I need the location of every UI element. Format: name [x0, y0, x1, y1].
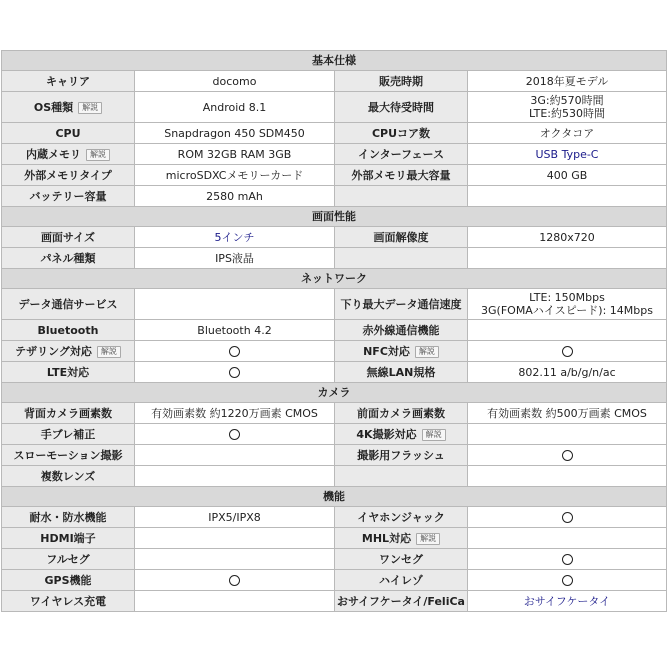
- carrier-label: キャリア: [2, 71, 135, 92]
- os-label-cell: [2, 92, 135, 123]
- nfc-explain-link[interactable]: 解説: [415, 346, 439, 358]
- spec-row: [2, 71, 667, 92]
- flash-label: 撮影用フラッシュ: [335, 445, 468, 466]
- section-title-features: 機能: [2, 487, 667, 507]
- standby-lte: LTE:約530時間: [529, 107, 605, 120]
- mhl-label-cell: [335, 528, 468, 549]
- front-camera-value: 有効画素数 約500万画素 CMOS: [468, 403, 667, 424]
- section-title-camera: カメラ: [2, 383, 667, 403]
- mhl-explain-link[interactable]: 解説: [416, 533, 440, 545]
- cores-value: オクタコア: [468, 123, 667, 144]
- spec-row: [2, 466, 667, 487]
- bluetooth-value: Bluetooth 4.2: [135, 320, 335, 341]
- cpu-value: Snapdragon 450 SDM450: [135, 123, 335, 144]
- spec-row: [2, 403, 667, 424]
- section-header-features: [2, 487, 667, 507]
- spec-row: [2, 445, 667, 466]
- tethering-explain-link[interactable]: 解説: [97, 346, 121, 358]
- spec-row: [2, 165, 667, 186]
- spec-row: [2, 570, 667, 591]
- wireless-label: ワイヤレス充電: [2, 591, 135, 612]
- lte-value: [135, 362, 335, 383]
- stabilization-label: 手ブレ補正: [2, 424, 135, 445]
- hires-label: ハイレゾ: [335, 570, 468, 591]
- k4-label-cell: [335, 424, 468, 445]
- cores-label: CPUコア数: [335, 123, 468, 144]
- waterproof-value: IPX5/IPX8: [135, 507, 335, 528]
- resolution-label: 画面解像度: [335, 227, 468, 248]
- ir-value: [468, 320, 667, 341]
- empty-value: [468, 248, 667, 269]
- mhl-label: MHL対応: [361, 531, 412, 545]
- data-service-value: [135, 289, 335, 320]
- memory-label-cell: [2, 144, 135, 165]
- supported-mark-icon: [229, 367, 240, 378]
- battery-label: バッテリー容量: [2, 186, 135, 207]
- empty-label: [335, 186, 468, 207]
- hires-value: [468, 570, 667, 591]
- spec-row: [2, 227, 667, 248]
- ext-max-value: 400 GB: [468, 165, 667, 186]
- release-value: 2018年夏モデル: [468, 71, 667, 92]
- spec-row: [2, 92, 667, 123]
- tethering-label: テザリング対応: [15, 344, 92, 358]
- max-down-label: 下り最大データ通信速度: [335, 289, 468, 320]
- empty-value: [468, 186, 667, 207]
- spec-row: [2, 362, 667, 383]
- screen-size-label: 画面サイズ: [2, 227, 135, 248]
- nfc-label-cell: [335, 341, 468, 362]
- k4-value: [468, 424, 667, 445]
- lte-label: LTE対応: [2, 362, 135, 383]
- flash-value: [468, 445, 667, 466]
- section-title-network: ネットワーク: [2, 269, 667, 289]
- section-header-camera: [2, 383, 667, 403]
- max-down-lte: LTE: 150Mbps: [529, 291, 605, 304]
- section-title-basic: 基本仕様: [2, 51, 667, 71]
- spec-row: [2, 320, 667, 341]
- wlan-label: 無線LAN規格: [335, 362, 468, 383]
- oneseg-value: [468, 549, 667, 570]
- section-header-basic: [2, 51, 667, 71]
- ext-max-label: 外部メモリ最大容量: [335, 165, 468, 186]
- standby-label: 最大待受時間: [335, 92, 468, 123]
- supported-mark-icon: [229, 346, 240, 357]
- mhl-value: [468, 528, 667, 549]
- wireless-value: [135, 591, 335, 612]
- rear-camera-value: 有効画素数 約1220万画素 CMOS: [135, 403, 335, 424]
- waterproof-label: 耐水・防水機能: [2, 507, 135, 528]
- supported-mark-icon: [562, 554, 573, 565]
- os-label: OS種類: [33, 100, 74, 114]
- spec-row: [2, 424, 667, 445]
- standby-value: [468, 92, 667, 123]
- bluetooth-label: Bluetooth: [2, 320, 135, 341]
- felica-label: おサイフケータイ/FeliCa: [335, 591, 468, 612]
- tethering-label-cell: [2, 341, 135, 362]
- spec-table: [1, 50, 667, 612]
- ext-type-value: microSDXCメモリーカード: [135, 165, 335, 186]
- spec-row: [2, 507, 667, 528]
- cpu-label: CPU: [2, 123, 135, 144]
- spec-row: [2, 528, 667, 549]
- os-explain-link[interactable]: 解説: [78, 102, 102, 114]
- release-label: 販売時期: [335, 71, 468, 92]
- memory-label: 内蔵メモリ: [26, 147, 81, 161]
- interface-label: インターフェース: [335, 144, 468, 165]
- k4-label: 4K撮影対応: [356, 427, 417, 441]
- supported-mark-icon: [562, 450, 573, 461]
- supported-mark-icon: [562, 512, 573, 523]
- memory-value: ROM 32GB RAM 3GB: [135, 144, 335, 165]
- interface-value: USB Type-C: [468, 144, 667, 165]
- spec-row: [2, 186, 667, 207]
- battery-value: 2580 mAh: [135, 186, 335, 207]
- gps-label: GPS機能: [2, 570, 135, 591]
- empty-label: [335, 466, 468, 487]
- empty-value: [468, 466, 667, 487]
- spec-row: [2, 591, 667, 612]
- oneseg-label: ワンセグ: [335, 549, 468, 570]
- spec-row: [2, 549, 667, 570]
- section-header-display: [2, 207, 667, 227]
- slowmo-label: スローモーション撮影: [2, 445, 135, 466]
- tethering-value: [135, 341, 335, 362]
- supported-mark-icon: [229, 429, 240, 440]
- standby-3g: 3G:約570時間: [530, 94, 604, 107]
- spec-row: [2, 341, 667, 362]
- panel-value: IPS液晶: [135, 248, 335, 269]
- resolution-value: 1280x720: [468, 227, 667, 248]
- spec-row: [2, 144, 667, 165]
- gps-value: [135, 570, 335, 591]
- k4-explain-link[interactable]: 解説: [422, 429, 446, 441]
- data-service-label: データ通信サービス: [2, 289, 135, 320]
- earphone-value: [468, 507, 667, 528]
- memory-explain-link[interactable]: 解説: [86, 149, 110, 161]
- supported-mark-icon: [562, 575, 573, 586]
- carrier-value: docomo: [135, 71, 335, 92]
- multi-lens-label: 複数レンズ: [2, 466, 135, 487]
- nfc-label: NFC対応: [363, 344, 410, 358]
- hdmi-value: [135, 528, 335, 549]
- hdmi-label: HDMI端子: [2, 528, 135, 549]
- fullseg-label: フルセグ: [2, 549, 135, 570]
- max-down-3g: 3G(FOMAハイスピード): 14Mbps: [481, 304, 653, 317]
- supported-mark-icon: [562, 346, 573, 357]
- spec-row: [2, 123, 667, 144]
- supported-mark-icon: [229, 575, 240, 586]
- os-value: Android 8.1: [135, 92, 335, 123]
- nfc-value: [468, 341, 667, 362]
- max-down-value: [468, 289, 667, 320]
- panel-label: パネル種類: [2, 248, 135, 269]
- rear-camera-label: 背面カメラ画素数: [2, 403, 135, 424]
- screen-size-value: 5インチ: [135, 227, 335, 248]
- earphone-label: イヤホンジャック: [335, 507, 468, 528]
- felica-value: おサイフケータイ: [468, 591, 667, 612]
- ir-label: 赤外線通信機能: [335, 320, 468, 341]
- ext-type-label: 外部メモリタイプ: [2, 165, 135, 186]
- multi-lens-value: [135, 466, 335, 487]
- spec-row: [2, 289, 667, 320]
- empty-label: [335, 248, 468, 269]
- spec-row: [2, 248, 667, 269]
- slowmo-value: [135, 445, 335, 466]
- wlan-value: 802.11 a/b/g/n/ac: [468, 362, 667, 383]
- stabilization-value: [135, 424, 335, 445]
- front-camera-label: 前面カメラ画素数: [335, 403, 468, 424]
- section-title-display: 画面性能: [2, 207, 667, 227]
- fullseg-value: [135, 549, 335, 570]
- section-header-network: [2, 269, 667, 289]
